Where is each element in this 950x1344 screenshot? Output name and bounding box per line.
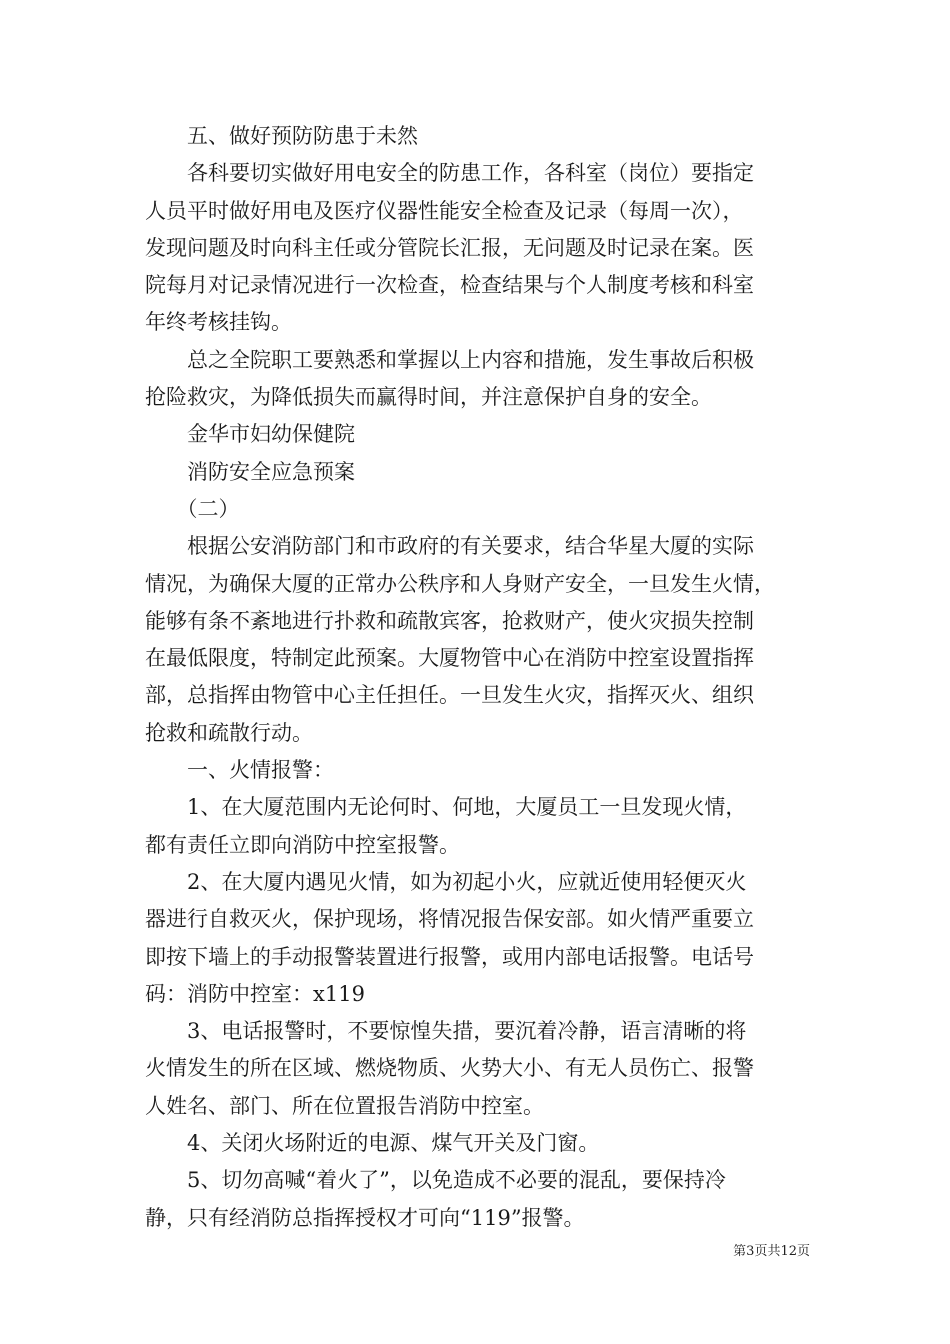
text-line: 2、在大厦内遇见火情，如为初起小火，应就近使用轻便灭火 [145, 869, 747, 894]
text-line: 器进行自救灭火，保护现场，将情况报告保安部。如火情严重要立 [145, 907, 754, 932]
text-line: 5、切勿高喊“着火了”，以免造成不必要的混乱，要保持冷 [145, 1168, 726, 1193]
text-line: 码：消防中控室：x119 [145, 981, 365, 1006]
text-line: 各科要切实做好用电安全的防患工作，各科室（岗位）要指定 [145, 161, 754, 186]
text-line: 一、火情报警： [145, 758, 334, 783]
text-line: 五、做好预防防患于未然 [145, 124, 418, 148]
text-line: 金华市妇幼保健院 [145, 422, 355, 447]
text-line: 消防安全应急预案 [145, 459, 355, 484]
text-line: 院每月对记录情况进行一次检查，检查结果与个人制度考核和科室 [145, 273, 754, 298]
text-line: 情况，为确保大厦的正常办公秩序和人身财产安全，一旦发生火情， [145, 571, 775, 596]
page-number: 第3页共12页 [733, 1244, 810, 1259]
text-line: 年终考核挂钩。 [145, 310, 292, 335]
text-line: 人姓名、部门、所在位置报告消防中控室。 [145, 1093, 544, 1118]
text-line: 4、关闭火场附近的电源、煤气开关及门窗。 [145, 1131, 600, 1156]
text-line: 即按下墙上的手动报警装置进行报警，或用内部电话报警。电话号 [145, 944, 754, 969]
text-line: 火情发生的所在区域、燃烧物质、火势大小、有无人员伤亡、报警 [145, 1056, 754, 1081]
text-line: 都有责任立即向消防中控室报警。 [145, 832, 460, 857]
text-line: 抢险救灾，为降低损失而赢得时间，并注意保护自身的安全。 [145, 385, 712, 410]
text-line: 3、电话报警时，不要惊惶失措，要沉着冷静，语言清晰的将 [145, 1019, 747, 1044]
text-line: 发现问题及时向科主任或分管院长汇报，无问题及时记录在案。医 [145, 235, 754, 260]
text-line: 总之全院职工要熟悉和掌握以上内容和措施，发生事故后积极 [145, 347, 754, 372]
text-line: （二） [145, 496, 240, 521]
text-line: 静，只有经消防总指挥授权才可向“119”报警。 [145, 1205, 585, 1230]
document-body [145, 118, 810, 1237]
text-line: 抢救和疏散行动。 [145, 720, 313, 745]
text-line: 在最低限度，特制定此预案。大厦物管中心在消防中控室设置指挥 [145, 646, 754, 671]
text-line: 部，总指挥由物管中心主任担任。一旦发生火灾，指挥灭火、组织 [145, 683, 754, 708]
text-line: 1、在大厦范围内无论何时、何地，大厦员工一旦发现火情， [145, 795, 747, 820]
text-line: 根据公安消防部门和市政府的有关要求，结合华星大厦的实际 [145, 534, 754, 559]
text-line: 人员平时做好用电及医疗仪器性能安全检查及记录（每周一次）， [145, 198, 744, 223]
text-line: 能够有条不紊地进行扑救和疏散宾客，抢救财产，使火灾损失控制 [145, 608, 754, 633]
